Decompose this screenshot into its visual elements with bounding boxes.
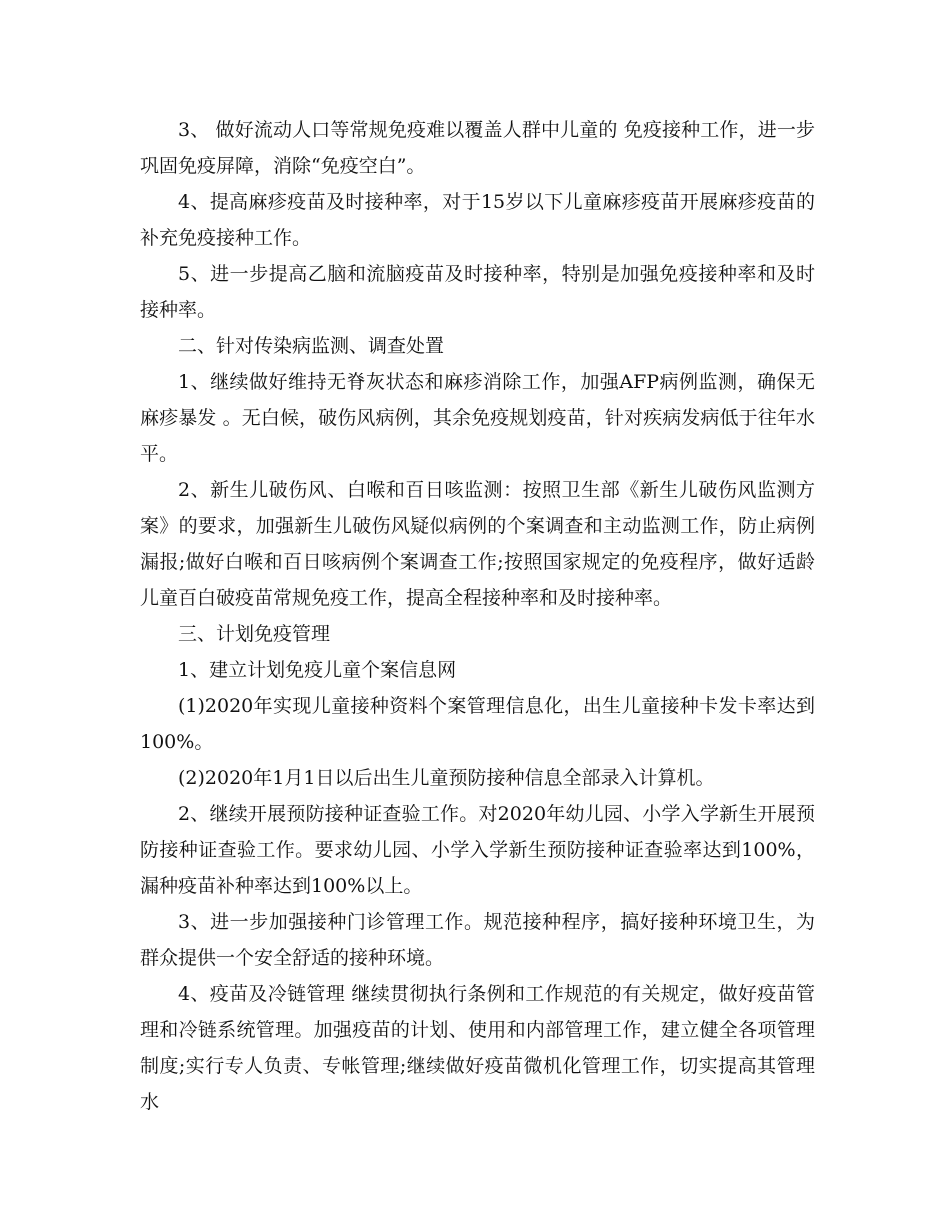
section-heading-2: 二、针对传染病监测、调查处置 (178, 335, 445, 357)
paragraph-monitoring-2: 2、新生儿破伤风、白喉和百日咳监测：按照卫生部《新生儿破伤风监测方案》的要求，加强新生儿破伤风疑似病例的个案调查和主动监测工作，防止病例漏报;做好白喉和百日咳病例个案调查工作;按照国家规定的免疫程序，做好适龄儿童百白破疫苗常规免疫工作，提高全程接种率和及时接种率。 (140, 479, 815, 609)
paragraph-management-1: 1、建立计划免疫儿童个案信息网 (178, 659, 457, 681)
section-heading-3: 三、计划免疫管理 (178, 623, 331, 645)
paragraph-management-4: 4、疫苗及冷链管理 继续贯彻执行条例和工作规范的有关规定，做好疫苗管理和冷链系统管理。加强疫苗的计划、使用和内部管理工作，建立健全各项管理制度;实行专人负责、专帐管理;继续做好疫苗微机化管理工作，切实提高其管理水 (140, 983, 815, 1113)
paragraph-management-3: 3、进一步加强接种门诊管理工作。规范接种程序，搞好接种环境卫生，为群众提供一个安全舒适的接种环境。 (140, 911, 815, 969)
paragraph-management-2: 2、继续开展预防接种证查验工作。对2020年幼儿园、小学入学新生开展预防接种证查验工作。要求幼儿园、小学入学新生预防接种证查验率达到100%，漏种疫苗补种率达到100%以上。 (140, 803, 815, 897)
paragraph-monitoring-1: 1、继续做好维持无脊灰状态和麻疹消除工作，加强AFP病例监测，确保无麻疹暴发 。无白候，破伤风病例，其余免疫规划疫苗，针对疾病发病低于往年水平。 (140, 371, 815, 465)
paragraph-item-5: 5、进一步提高乙脑和流脑疫苗及时接种率，特别是加强免疫接种率和及时接种率。 (140, 263, 815, 321)
paragraph-item-3: 3、 做好流动人口等常规免疫难以覆盖人群中儿童的 免疫接种工作，进一步巩固免疫屏障，消除“免疫空白”。 (140, 119, 815, 177)
paragraph-sub-1: (1)2020年实现儿童接种资料个案管理信息化，出生儿童接种卡发卡率达到100%。 (140, 695, 815, 753)
paragraph-item-4: 4、提高麻疹疫苗及时接种率，对于15岁以下儿童麻疹疫苗开展麻疹疫苗的补充免疫接种工作。 (140, 191, 815, 249)
paragraph-sub-2: (2)2020年1月1日以后出生儿童预防接种信息全部录入计算机。 (178, 767, 715, 789)
document-body (140, 112, 815, 1120)
